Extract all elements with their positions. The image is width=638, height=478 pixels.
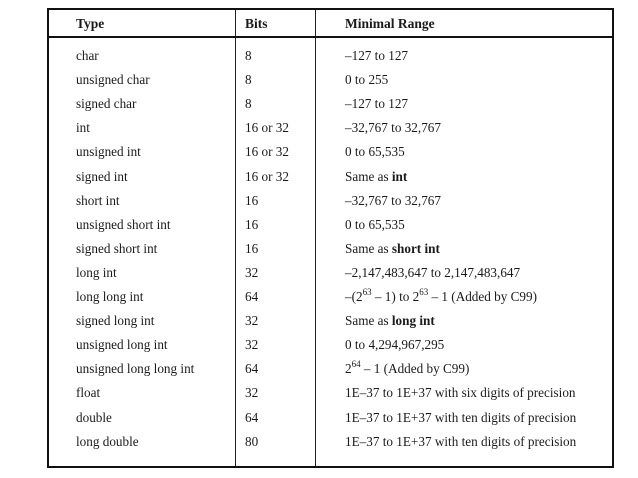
type-cell: short int (76, 192, 120, 208)
range-cell (345, 189, 441, 213)
table-row (49, 309, 612, 333)
range-text: Same as (345, 240, 392, 256)
range-cell (345, 237, 440, 261)
range-text: 0 to 65,535 (345, 144, 405, 160)
bits-cell: 16 (245, 192, 259, 208)
range-text: – 1) to 2 (371, 289, 420, 304)
range-text: 0 to 65,535 (345, 216, 405, 232)
type-cell: int (76, 120, 90, 136)
table-row (49, 333, 612, 357)
table-row (49, 213, 612, 237)
bits-cell: 32 (245, 385, 259, 401)
table-row (49, 406, 612, 430)
range-text: –127 to 127 (345, 48, 409, 63)
range-cell (345, 92, 408, 116)
type-cell: long double (76, 433, 139, 449)
range-text: – 1 (Added by C99) (360, 361, 470, 377)
type-cell: signed char (76, 96, 137, 112)
table-row (49, 68, 612, 92)
table-row (49, 189, 612, 213)
bits-cell: 80 (245, 433, 259, 449)
range-text: –32,767 to 32,767 (345, 192, 441, 208)
type-cell: float (76, 385, 101, 401)
range-cell (345, 68, 388, 92)
range-cell (345, 406, 576, 430)
range-text: 0 to 4,294,967,295 (345, 337, 445, 353)
bits-cell: 8 (245, 96, 252, 112)
range-cell (345, 381, 576, 405)
table-row (49, 261, 612, 285)
range-cell (345, 44, 408, 68)
table-row (49, 430, 612, 454)
bits-cell: 16 (245, 240, 259, 256)
bits-cell: 16 or 32 (245, 144, 289, 160)
bits-cell: 64 (245, 361, 259, 377)
type-cell: long long int (76, 289, 144, 304)
bits-cell: 32 (245, 337, 259, 353)
header-rule (49, 36, 612, 38)
exponent: 64 (351, 358, 361, 369)
type-cell: long int (76, 264, 117, 280)
type-cell: signed long int (76, 313, 155, 329)
range-text: 2 (345, 361, 352, 377)
table-row (49, 140, 612, 164)
type-cell: unsigned char (76, 72, 150, 88)
range-text: –32,767 to 32,767 (345, 120, 441, 136)
type-cell: unsigned short int (76, 216, 171, 232)
type-cell: unsigned long int (76, 337, 168, 353)
bits-cell: 8 (245, 72, 252, 88)
range-cell (345, 309, 435, 333)
table-row (49, 116, 612, 140)
header-type: Type (76, 16, 105, 31)
type-cell: unsigned long long int (76, 361, 195, 377)
exponent: 63 (362, 286, 372, 297)
range-cell (345, 116, 441, 140)
exponent: 63 (419, 286, 429, 297)
table-row (49, 357, 612, 381)
table-row (49, 165, 612, 189)
range-text: – 1 (Added by C99) (428, 289, 538, 304)
range-text: –127 to 127 (345, 96, 409, 112)
range-text: –(2 (345, 289, 363, 304)
bits-cell: 64 (245, 289, 259, 304)
range-cell (345, 357, 469, 381)
range-cell (345, 430, 576, 454)
bits-cell: 16 or 32 (245, 168, 289, 184)
range-text: 1E–37 to 1E+37 with ten digits of precision (345, 433, 577, 449)
range-text: Same as (345, 313, 392, 329)
type-cell: unsigned int (76, 144, 141, 160)
range-cell (345, 140, 405, 164)
range-text: short int (391, 240, 440, 256)
range-text: Same as (345, 168, 392, 184)
range-cell (345, 165, 407, 189)
bits-cell: 16 (245, 216, 259, 232)
table-row (49, 237, 612, 261)
table-row (49, 285, 612, 309)
bits-cell: 32 (245, 313, 259, 329)
table-row (49, 92, 612, 116)
type-cell: double (76, 409, 112, 425)
range-cell (345, 261, 520, 285)
bits-cell: 16 or 32 (245, 120, 289, 136)
range-text: 1E–37 to 1E+37 with six digits of precision (345, 385, 576, 401)
type-cell: signed int (76, 168, 128, 184)
range-text: long int (391, 313, 435, 329)
header-minimal-range: Minimal Range (345, 16, 435, 31)
range-cell (345, 285, 537, 309)
range-text: 1E–37 to 1E+37 with ten digits of precision (345, 409, 577, 425)
data-types-table (47, 8, 614, 468)
type-cell: signed short int (76, 240, 158, 256)
range-cell (345, 333, 444, 357)
range-text: 0 to 255 (345, 72, 389, 88)
type-cell: char (76, 48, 99, 63)
range-text: –2,147,483,647 to 2,147,483,647 (345, 264, 521, 280)
bits-cell: 64 (245, 409, 259, 425)
header-bits: Bits (245, 16, 268, 31)
range-cell (345, 213, 405, 237)
bits-cell: 32 (245, 264, 259, 280)
range-text: int (391, 168, 408, 184)
table-header-row (49, 12, 612, 36)
table-row (49, 381, 612, 405)
bits-cell: 8 (245, 48, 252, 63)
table-row (49, 44, 612, 68)
